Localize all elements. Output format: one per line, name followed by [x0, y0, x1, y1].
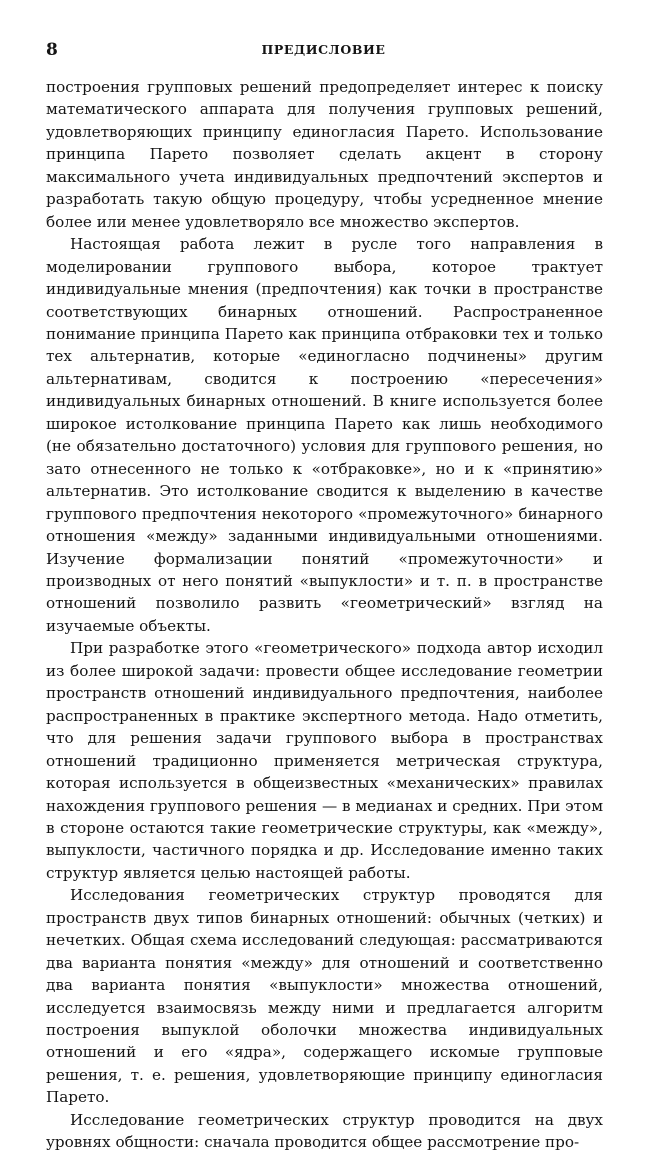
page-header — [46, 40, 601, 64]
paragraph: При разработке этого «геометрического» подхода автор исходил из более широкой задачи: провести общее исследование геометрии пространств отношений индивидуального предпочтения, наиболее распространенных в практике экспертного метода. Надо отметить, что для решения задачи группового выбора в пространствах отношений традиционно применяется метрическая структура, которая используется в общеизвестных «механических» правилах нахождения группового решения — в медианах и средних. При этом в стороне остаются такие геометрические структуры, как «между», выпуклости, частичного порядка и др. Исследование именно таких структур является целью настоящей работы. — [46, 639, 604, 882]
paragraph: Настоящая работа лежит в русле того направления в моделировании группового выбора, которое трактует индивидуальные мнения (предпочтения) как точки в пространстве соответствующих бинарных отношений. Распространенное понимание принципа Парето как принципа отбраковки тех и только тех альтернатив, которые «единогласно подчинены» другим альтернативам, сводится к построению «пересечения» индивидуальных бинарных отношений. В книге используется более широкое истолкование принципа Парето как лишь необходимого (не обязательно достаточного) условия для группового решения, но зато отнесенного не только к «отбраковке», но и к «принятию» альтернатив. Это истолкование сводится к выделению в качестве группового предпочтения некоторого «промежуточного» бинарного отношения «между» заданными индивидуальными отношениями. Изучение формализации понятий «промежуточности» и производных от него понятий «выпуклости» и т. п. в пространстве отношений позволило развить «геометрический» взгляд на изучаемые объекты. — [46, 235, 603, 635]
paragraph: Исследование геометрических структур проводится на двух уровнях общности: сначала проводится общее рассмотрение про- — [46, 1110, 603, 1152]
paragraph: Исследования геометрических структур проводятся для пространств двух типов бинарных отношений: обычных (четких) и нечетких. Общая схема исследований следующая: рассматриваются два варианта понятия «между» для отношений и соответственно два варианта понятия «выпуклости» множества отношений, исследуется взаимосвязь между ними и предлагается алгоритм построения выпуклой оболочки множества индивидуальных отношений и его «ядра», содержащего искомые групповые решения, т. е. решения, удовлетворяющие принципу единогласия Парето. — [46, 886, 603, 1107]
page-number: 8 — [46, 40, 58, 60]
body-text — [46, 76, 603, 1154]
paragraph: построения групповых решений предопределяет интерес к поиску математического аппарата для получения групповых решений, удовлетворяющих принципу единогласия Парето. Использование принципа Парето позволяет сделать акцент в сторону максимального учета индивидуальных предпочтений экспертов и разработать такую общую процедуру, чтобы усредненное мнение более или менее удовлетворяло все множество экспертов. — [46, 78, 603, 231]
running-head: ПРЕДИСЛОВИЕ — [261, 42, 386, 57]
